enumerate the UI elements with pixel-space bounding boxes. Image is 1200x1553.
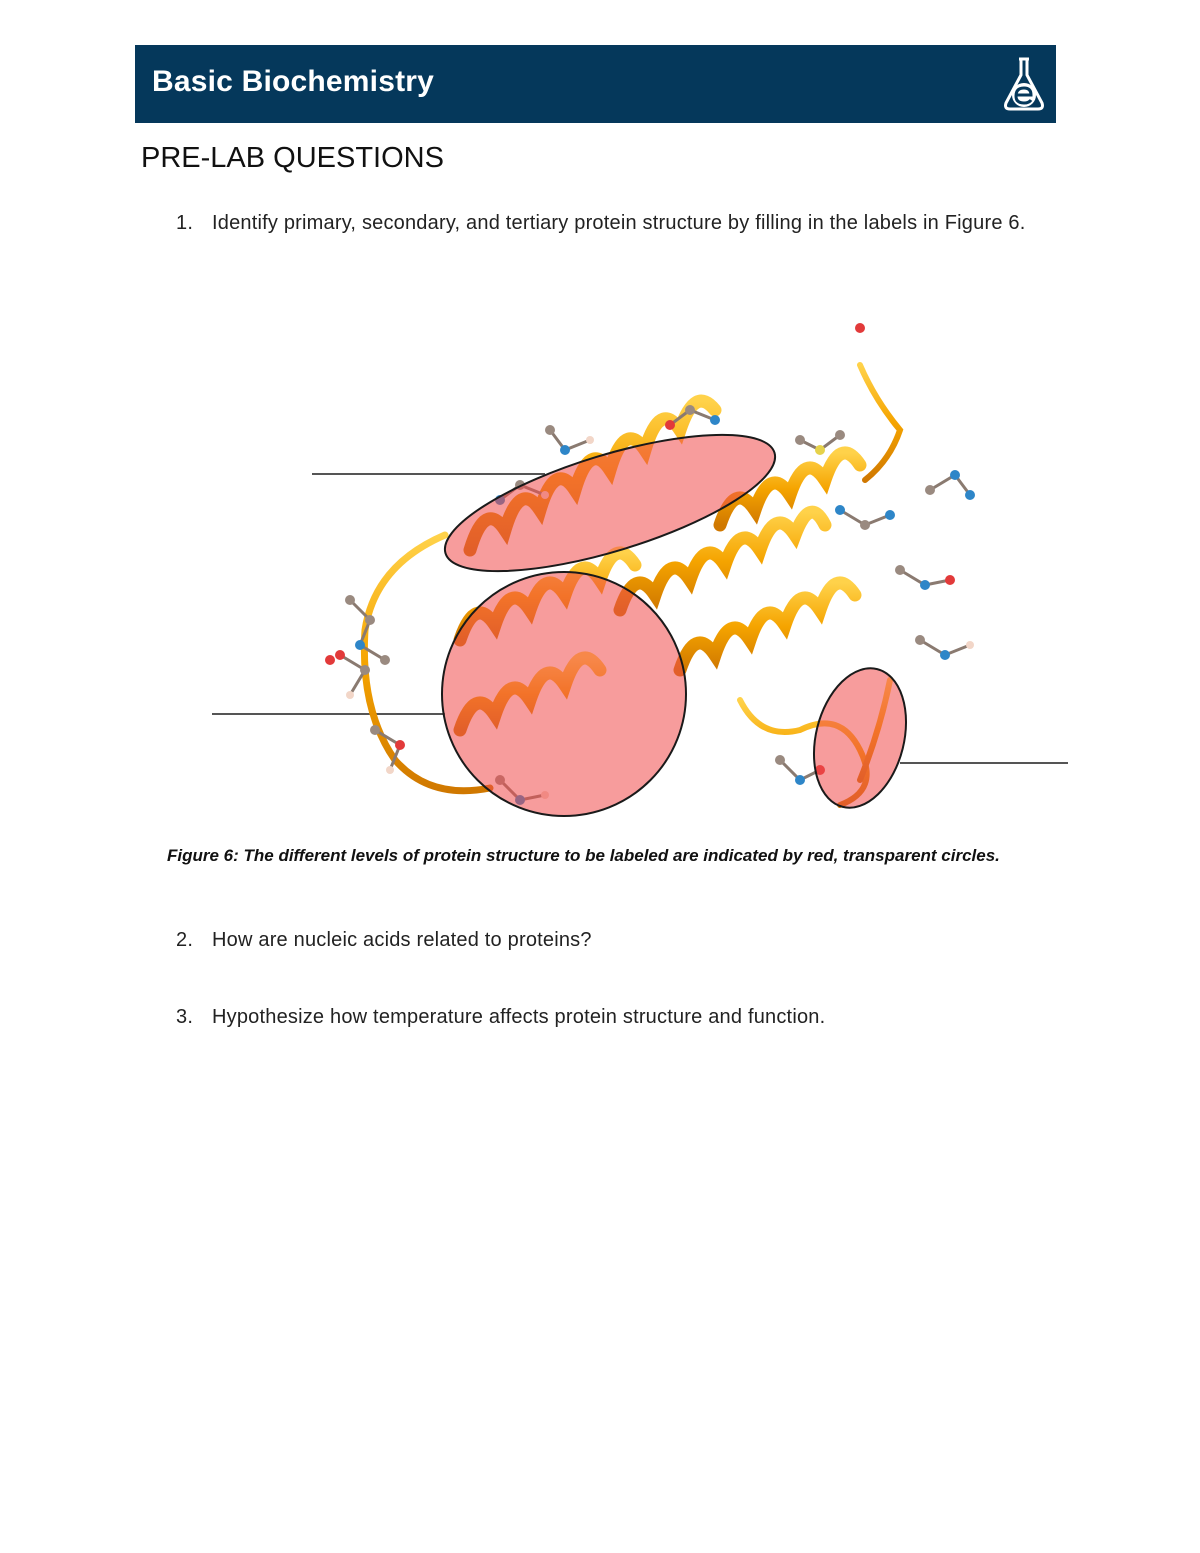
flask-e-logo-icon [1000, 53, 1048, 115]
highlight-tertiary-structure [442, 572, 686, 816]
section-title: PRE-LAB QUESTIONS [141, 142, 444, 174]
figure-caption: Figure 6: The different levels of protein structure to be labeled are indicated by red, transparent circles. [167, 846, 1000, 865]
question-text: How are nucleic acids related to proteins? [212, 929, 592, 951]
question-number: 2. [176, 929, 194, 951]
question-2 [176, 925, 1056, 959]
protein-structure-figure [200, 310, 1080, 830]
question-text: Hypothesize how temperature affects protein structure and function. [212, 1006, 826, 1028]
question-number: 3. [176, 1006, 194, 1028]
document-title: Basic Biochemistry [152, 65, 435, 98]
question-3 [176, 1002, 1056, 1036]
question-text: Identify primary, secondary, and tertiary protein structure by filling in the labels in Figure 6. [212, 212, 1026, 234]
header-banner [135, 45, 1056, 123]
highlight-primary-structure [800, 658, 920, 817]
question-1 [176, 208, 1056, 272]
question-number: 1. [176, 212, 194, 234]
